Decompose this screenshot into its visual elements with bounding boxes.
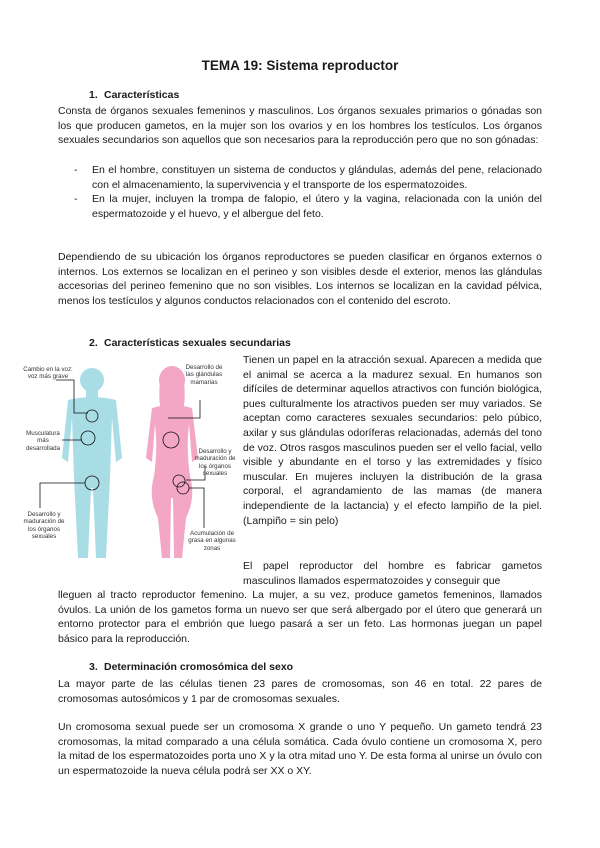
section-2-paragraph-1: Tienen un papel en la atracción sexual. Aparecen a medida que el animal se acerca a la madurez sexual. En humanos son difíciles de determinar aquellos atractivos con función biológica, pues culturalmente los atractivos pueden ser muy variados. Se aceptan como caracteres sexuales secundarios: pelo púbico, axilar y sus glándulas odoríferas relacionadas, además del tono de voz. Otros rasgos masculinos pueden ser el vello facial, vello visible y abundante en el torso y las extremidades y físico muscular. En mujeres incluyen la distribución de la grasa corporal, el agrandamiento de las mamas (de manera independiente de la lactancia) y el efecto lampiño de la piel. (Lampiño = sin pelo) — [243, 354, 542, 527]
page-title: TEMA 19: Sistema reproductor — [201, 58, 399, 73]
section-number: 1. — [89, 89, 98, 101]
label-female-organs: Desarrollo y maduración de los órganos sexuales — [194, 448, 236, 478]
list-item: - En el hombre, constituyen un sistema de conductos y glándulas, además del pene, relacionado con el almacenamiento, la supervivencia y el transporte de los espermatozoides. — [74, 164, 542, 191]
list-item: - En la mujer, incluyen la trompa de falopio, el útero y la vagina, relacionada con la unión del espermatozoide y el huevo, y el albergue del feto. — [74, 193, 542, 220]
section-title: Características sexuales secundarias — [104, 337, 291, 349]
section-heading-3 — [89, 661, 293, 673]
section-1-bullet-list — [74, 163, 542, 221]
section-3-paragraph-2: Un cromosoma sexual puede ser un cromosoma X grande o uno Y pequeño. Un gameto tendrá 23 cromosomas, la mitad comparado a una célula somática. Cada óvulo contiene un cromosoma X, pero la mitad de los espermatozoides porta uno X y la otra mitad uno Y. De esta forma al unirse un óvulo con un espermatozoide la nueva célula podrá ser XX o XY. — [58, 721, 542, 777]
section-number: 2. — [89, 337, 98, 349]
section-title: Determinación cromosómica del sexo — [104, 661, 294, 673]
section-2-paragraph-2: lleguen al tracto reproductor femenino. La mujer, a su vez, produce gametos femeninos, llamados óvulos. La unión de los gametos forma un nuevo ser que será albergado por el útero que generará un entorno protector para el embrión que luego pasará a ser un feto. Las hormonas juegan un papel básico para la reproducción. — [58, 589, 542, 645]
male-silhouette — [62, 368, 122, 558]
label-voice: Cambio en la voz: voz más grave — [23, 366, 73, 381]
label-fat: Acumulación de grasa en algunas zonas — [188, 530, 236, 552]
section-heading-2 — [89, 337, 291, 349]
section-number: 3. — [89, 661, 98, 673]
label-breasts: Desarrollo de las glándulas mamarias — [185, 364, 223, 386]
section-2-paragraph-2-wrap: El papel reproductor del hombre es fabricar gametos masculinos llamados espermatozoides y conseguir que — [243, 560, 542, 587]
label-male-organs: Desarrollo y maduración de los órganos sexuales — [23, 511, 65, 541]
label-muscle: Musculatura más desarrollada — [25, 430, 61, 452]
section-3-paragraph-1: La mayor parte de las células tienen 23 pares de cromosomas, son 46 en total. 22 pares de cromosomas autosómicos y 1 par de cromosomas sexuales. — [58, 678, 542, 705]
section-title: Características — [104, 89, 180, 101]
section-heading-1 — [89, 89, 179, 101]
secondary-sex-characteristics-figure — [22, 358, 242, 574]
section-1-paragraph: Dependiendo de su ubicación los órganos reproductores se pueden clasificar en órganos externos o internos. Los externos se localizan en el perineo y son visibles desde el exterior, menos las glándulas accesorias del perineo femenino que no son visibles. Los internos se localizan en la cavidad pélvica, menos los testículos y algunos conductos relacionados con el contenido del escroto. — [58, 251, 542, 307]
section-1-intro: Consta de órganos sexuales femeninos y masculinos. Los órganos sexuales primarios o gónadas son los que producen gametos, en la mujer son los ovarios y en los hombres los testículos. Los órganos sexuales secundarios son aquellos que son necesarios para la reproducción pero que no son gónadas: — [58, 105, 542, 147]
